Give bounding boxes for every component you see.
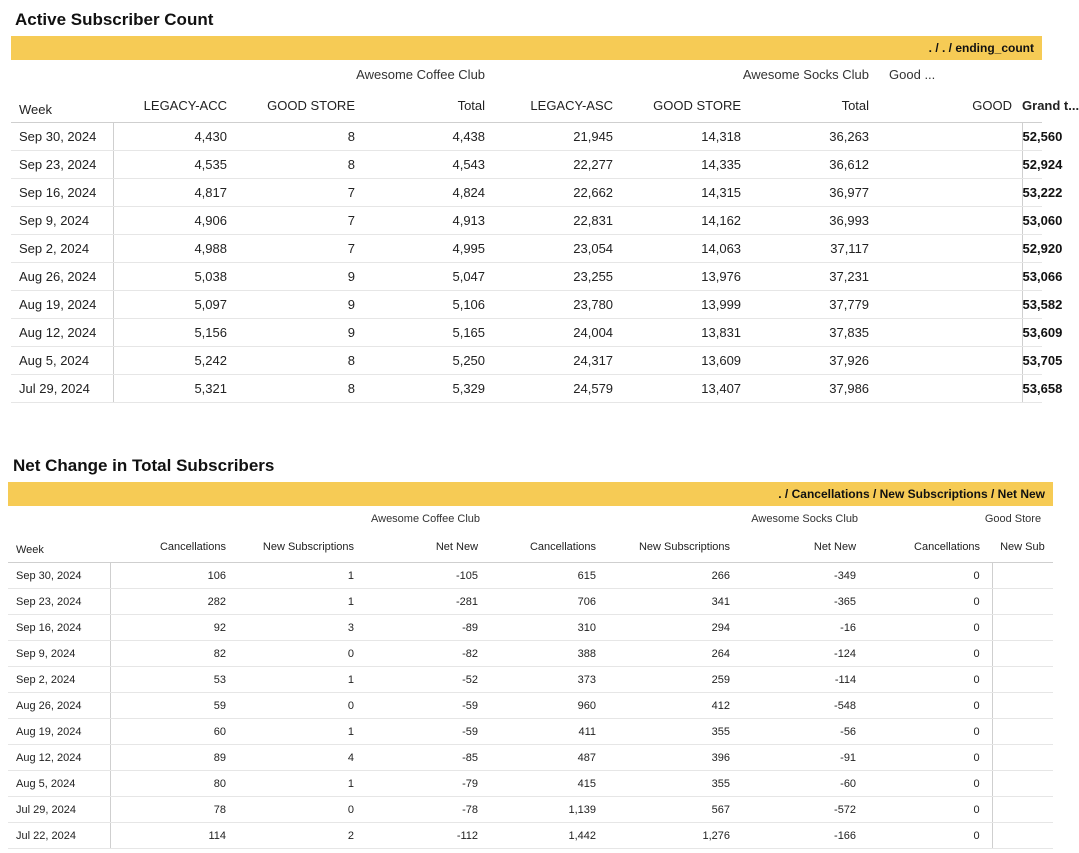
table-cell: [879, 375, 1022, 403]
table-cell: 13,999: [623, 291, 751, 319]
table-cell: 0: [868, 563, 992, 589]
table-row: [8, 615, 1053, 641]
table-cell: 1,276: [608, 823, 742, 849]
group-header-good[interactable]: Good ...: [889, 66, 936, 82]
table-row: [11, 291, 1042, 319]
table-cell: 1,442: [500, 823, 608, 849]
table-cell: 14,335: [623, 151, 751, 179]
column-gap: [495, 235, 505, 263]
table-cell: 415: [500, 771, 608, 797]
table-cell: 37,231: [751, 263, 879, 291]
table-cell: 23,780: [505, 291, 623, 319]
group-header-awesome-coffee-club[interactable]: Awesome Coffee Club: [370, 512, 481, 525]
row-header-week: Aug 19, 2024: [11, 291, 113, 319]
table-cell: 37,117: [751, 235, 879, 263]
table-cell: 4,906: [113, 207, 237, 235]
table-cell: 4: [238, 745, 366, 771]
table-cell: 92: [110, 615, 238, 641]
table-cell: 53,658: [1022, 375, 1042, 403]
row-header-week: Jul 22, 2024: [8, 823, 110, 849]
table-cell: 4,824: [365, 179, 495, 207]
table-cell: 53: [110, 667, 238, 693]
table-cell: [992, 745, 1053, 771]
table-cell: [992, 771, 1053, 797]
column-header-row: [8, 531, 1053, 563]
table-cell: 37,926: [751, 347, 879, 375]
table-cell: 0: [868, 745, 992, 771]
table-cell: 53,582: [1022, 291, 1042, 319]
table-cell: 7: [237, 179, 365, 207]
table-cell: 22,662: [505, 179, 623, 207]
table-cell: 4,913: [365, 207, 495, 235]
table-cell: 9: [237, 263, 365, 291]
table-cell: 37,835: [751, 319, 879, 347]
column-header[interactable]: Cancellations: [110, 531, 238, 563]
table-cell: 310: [500, 615, 608, 641]
table-cell: -105: [366, 563, 490, 589]
column-gap: [490, 641, 500, 667]
table-cell: -349: [742, 563, 868, 589]
column-header[interactable]: New Sub: [992, 531, 1053, 563]
table-cell: -59: [366, 719, 490, 745]
table-cell: 5,250: [365, 347, 495, 375]
table-cell: 13,407: [623, 375, 751, 403]
table-cell: 89: [110, 745, 238, 771]
row-header-week: Sep 16, 2024: [11, 179, 113, 207]
table-row: [11, 319, 1042, 347]
table-cell: -548: [742, 693, 868, 719]
table-cell: -166: [742, 823, 868, 849]
column-header[interactable]: LEGACY-ACC: [113, 88, 237, 123]
table-cell: [879, 151, 1022, 179]
column-gap: [490, 719, 500, 745]
table-cell: 266: [608, 563, 742, 589]
column-header[interactable]: Cancellations: [868, 531, 992, 563]
table-cell: 0: [868, 589, 992, 615]
group-header-awesome-socks-club[interactable]: Awesome Socks Club: [751, 512, 859, 525]
table-cell: 4,817: [113, 179, 237, 207]
table-cell: 0: [868, 667, 992, 693]
table-cell: 960: [500, 693, 608, 719]
table-cell: [879, 347, 1022, 375]
table-cell: 3: [238, 615, 366, 641]
column-gap: [495, 123, 505, 151]
table-cell: 396: [608, 745, 742, 771]
table-cell: 373: [500, 667, 608, 693]
table-cell: 80: [110, 771, 238, 797]
table-cell: -114: [742, 667, 868, 693]
table-cell: [992, 719, 1053, 745]
table-cell: -85: [366, 745, 490, 771]
table-cell: 0: [868, 641, 992, 667]
column-header-grand-total[interactable]: Grand t...: [1022, 88, 1042, 123]
column-gap: [490, 823, 500, 849]
table-cell: 4,543: [365, 151, 495, 179]
table-cell: -112: [366, 823, 490, 849]
column-gap: [495, 319, 505, 347]
table-cell: 9: [237, 319, 365, 347]
table-cell: 13,976: [623, 263, 751, 291]
column-header[interactable]: GOOD: [879, 88, 1022, 123]
table-cell: 0: [238, 641, 366, 667]
table-cell: 487: [500, 745, 608, 771]
table-cell: 0: [238, 693, 366, 719]
column-header[interactable]: GOOD STORE: [623, 88, 751, 123]
table-cell: 24,317: [505, 347, 623, 375]
table-cell: 60: [110, 719, 238, 745]
table-cell: 5,321: [113, 375, 237, 403]
table-cell: 8: [237, 123, 365, 151]
column-gap: [495, 291, 505, 319]
column-header-week[interactable]: Week: [11, 88, 113, 123]
table-row: [8, 823, 1053, 849]
table-cell: 5,038: [113, 263, 237, 291]
column-header[interactable]: Cancellations: [500, 531, 608, 563]
table-cell: -572: [742, 797, 868, 823]
table-row: [11, 123, 1042, 151]
column-header[interactable]: Total: [365, 88, 495, 123]
column-gap: [490, 615, 500, 641]
table-cell: -56: [742, 719, 868, 745]
column-gap: [495, 263, 505, 291]
table-row: [8, 641, 1053, 667]
table-cell: 37,779: [751, 291, 879, 319]
table-cell: 1,139: [500, 797, 608, 823]
table-cell: -124: [742, 641, 868, 667]
row-header-week: Sep 30, 2024: [8, 563, 110, 589]
table-cell: 2: [238, 823, 366, 849]
table-cell: 5,106: [365, 291, 495, 319]
row-header-week: Aug 5, 2024: [11, 347, 113, 375]
table-cell: [992, 693, 1053, 719]
table-row: [11, 151, 1042, 179]
table-cell: 0: [238, 797, 366, 823]
table-cell: 52,924: [1022, 151, 1042, 179]
table-cell: 53,705: [1022, 347, 1042, 375]
table-cell: 82: [110, 641, 238, 667]
column-gap: [490, 563, 500, 589]
column-gap: [495, 151, 505, 179]
table-cell: [992, 667, 1053, 693]
column-header[interactable]: New Subscriptions: [608, 531, 742, 563]
table-cell: 4,535: [113, 151, 237, 179]
table-cell: [992, 615, 1053, 641]
table-cell: 0: [868, 719, 992, 745]
group-header-awesome-socks-club[interactable]: Awesome Socks Club: [742, 66, 870, 82]
panel-title-active-subscriber-count: Active Subscriber Count: [15, 10, 214, 29]
table-cell: 24,579: [505, 375, 623, 403]
table-cell: 53,222: [1022, 179, 1042, 207]
column-gap: [490, 693, 500, 719]
table-cell: 412: [608, 693, 742, 719]
table-cell: -52: [366, 667, 490, 693]
table-cell: -91: [742, 745, 868, 771]
table-cell: -78: [366, 797, 490, 823]
row-header-week: Sep 9, 2024: [8, 641, 110, 667]
table-cell: -60: [742, 771, 868, 797]
table-cell: 1: [238, 719, 366, 745]
table-cell: 14,315: [623, 179, 751, 207]
table-cell: 36,993: [751, 207, 879, 235]
group-header-awesome-coffee-club[interactable]: Awesome Coffee Club: [356, 66, 486, 82]
table-cell: 14,063: [623, 235, 751, 263]
table-cell: 0: [868, 771, 992, 797]
table-cell: [879, 291, 1022, 319]
table-cell: 5,242: [113, 347, 237, 375]
table-cell: 14,318: [623, 123, 751, 151]
row-header-week: Jul 29, 2024: [8, 797, 110, 823]
table-cell: 21,945: [505, 123, 623, 151]
pivot-header-bar: [11, 36, 1042, 60]
table-cell: 14,162: [623, 207, 751, 235]
table-row: [11, 263, 1042, 291]
row-header-week: Aug 26, 2024: [8, 693, 110, 719]
table-cell: 22,831: [505, 207, 623, 235]
table-cell: 114: [110, 823, 238, 849]
table-cell: 7: [237, 207, 365, 235]
row-header-week: Aug 5, 2024: [8, 771, 110, 797]
table-cell: 53,609: [1022, 319, 1042, 347]
table-cell: 5,329: [365, 375, 495, 403]
row-header-week: Aug 19, 2024: [8, 719, 110, 745]
table-row: [8, 797, 1053, 823]
table-cell: 7: [237, 235, 365, 263]
column-header[interactable]: New Subscriptions: [238, 531, 366, 563]
row-header-week: Jul 29, 2024: [11, 375, 113, 403]
table-cell: -365: [742, 589, 868, 615]
column-gap: [490, 797, 500, 823]
row-header-week: Aug 26, 2024: [11, 263, 113, 291]
table-cell: 24,004: [505, 319, 623, 347]
table-cell: [879, 319, 1022, 347]
row-header-week: Sep 23, 2024: [8, 589, 110, 615]
table-cell: 388: [500, 641, 608, 667]
table-cell: 282: [110, 589, 238, 615]
table-row: [11, 347, 1042, 375]
row-header-week: Sep 16, 2024: [8, 615, 110, 641]
table-row: [8, 719, 1053, 745]
table-cell: [992, 641, 1053, 667]
table-cell: 36,977: [751, 179, 879, 207]
group-header-good-store[interactable]: Good Store: [984, 512, 1042, 525]
table-cell: 294: [608, 615, 742, 641]
column-header[interactable]: Net New: [366, 531, 490, 563]
table-cell: 5,165: [365, 319, 495, 347]
table-cell: 5,047: [365, 263, 495, 291]
table-cell: 0: [868, 797, 992, 823]
table-cell: 4,438: [365, 123, 495, 151]
table-cell: [992, 563, 1053, 589]
pivot-header-bar: [8, 482, 1053, 506]
table-cell: 4,430: [113, 123, 237, 151]
table-cell: 52,560: [1022, 123, 1042, 151]
table-cell: 264: [608, 641, 742, 667]
table-row: [8, 589, 1053, 615]
table-cell: 567: [608, 797, 742, 823]
table-cell: 9: [237, 291, 365, 319]
group-header-row: [8, 506, 1053, 531]
column-header[interactable]: GOOD STORE: [237, 88, 365, 123]
table-cell: 23,054: [505, 235, 623, 263]
row-header-week: Sep 30, 2024: [11, 123, 113, 151]
row-header-week: Sep 23, 2024: [11, 151, 113, 179]
table-cell: 411: [500, 719, 608, 745]
table-cell: 106: [110, 563, 238, 589]
column-header[interactable]: Net New: [742, 531, 868, 563]
table-cell: -79: [366, 771, 490, 797]
table-row: [8, 563, 1053, 589]
table-cell: 36,263: [751, 123, 879, 151]
row-header-week: Aug 12, 2024: [8, 745, 110, 771]
column-header-week[interactable]: Week: [8, 531, 110, 563]
table-cell: [879, 123, 1022, 151]
table-cell: 5,156: [113, 319, 237, 347]
column-gap: [495, 347, 505, 375]
table-cell: 52,920: [1022, 235, 1042, 263]
table-cell: 53,060: [1022, 207, 1042, 235]
row-header-week: Sep 2, 2024: [11, 235, 113, 263]
table-cell: 13,831: [623, 319, 751, 347]
group-header-row: [11, 60, 1042, 88]
active-subscriber-table: [11, 60, 1079, 403]
table-cell: [879, 207, 1022, 235]
table-cell: 4,995: [365, 235, 495, 263]
column-gap: [495, 179, 505, 207]
table-cell: 1: [238, 771, 366, 797]
table-cell: -82: [366, 641, 490, 667]
table-cell: [992, 797, 1053, 823]
table-cell: 8: [237, 151, 365, 179]
table-cell: 0: [868, 823, 992, 849]
table-cell: 36,612: [751, 151, 879, 179]
table-cell: [992, 589, 1053, 615]
table-cell: 23,255: [505, 263, 623, 291]
table-row: [8, 693, 1053, 719]
table-cell: 706: [500, 589, 608, 615]
table-row: [11, 375, 1042, 403]
table-cell: [879, 263, 1022, 291]
table-cell: -89: [366, 615, 490, 641]
column-gap: [490, 745, 500, 771]
table-cell: -59: [366, 693, 490, 719]
table-cell: 0: [868, 693, 992, 719]
table-cell: 53,066: [1022, 263, 1042, 291]
column-gap: [495, 207, 505, 235]
table-cell: 355: [608, 771, 742, 797]
table-row: [8, 667, 1053, 693]
table-cell: [879, 179, 1022, 207]
column-gap: [490, 771, 500, 797]
table-cell: 59: [110, 693, 238, 719]
table-row: [11, 179, 1042, 207]
table-cell: 13,609: [623, 347, 751, 375]
net-change-table: [8, 506, 1053, 849]
table-cell: [992, 823, 1053, 849]
table-cell: 4,988: [113, 235, 237, 263]
table-cell: 5,097: [113, 291, 237, 319]
table-cell: 341: [608, 589, 742, 615]
table-cell: [879, 235, 1022, 263]
column-gap: [495, 375, 505, 403]
table-cell: 0: [868, 615, 992, 641]
table-cell: -281: [366, 589, 490, 615]
table-cell: 8: [237, 375, 365, 403]
column-header[interactable]: LEGACY-ASC: [505, 88, 623, 123]
column-gap: [490, 589, 500, 615]
table-cell: 8: [237, 347, 365, 375]
table-cell: 1: [238, 667, 366, 693]
pivot-header-label: . / . / ending_count: [928, 41, 1034, 55]
column-header-row: [11, 88, 1042, 123]
column-gap: [490, 667, 500, 693]
row-header-week: Sep 9, 2024: [11, 207, 113, 235]
table-row: [11, 207, 1042, 235]
table-cell: 22,277: [505, 151, 623, 179]
table-cell: 1: [238, 589, 366, 615]
table-cell: 37,986: [751, 375, 879, 403]
row-header-week: Aug 12, 2024: [11, 319, 113, 347]
panel-title-net-change: Net Change in Total Subscribers: [13, 456, 275, 475]
table-cell: -16: [742, 615, 868, 641]
table-cell: 615: [500, 563, 608, 589]
table-cell: 355: [608, 719, 742, 745]
table-row: [8, 745, 1053, 771]
row-header-week: Sep 2, 2024: [8, 667, 110, 693]
pivot-header-label: . / Cancellations / New Subscriptions / Net New: [778, 487, 1045, 501]
table-cell: 259: [608, 667, 742, 693]
table-row: [11, 235, 1042, 263]
column-header[interactable]: Total: [751, 88, 879, 123]
table-cell: 1: [238, 563, 366, 589]
table-row: [8, 771, 1053, 797]
table-cell: 78: [110, 797, 238, 823]
